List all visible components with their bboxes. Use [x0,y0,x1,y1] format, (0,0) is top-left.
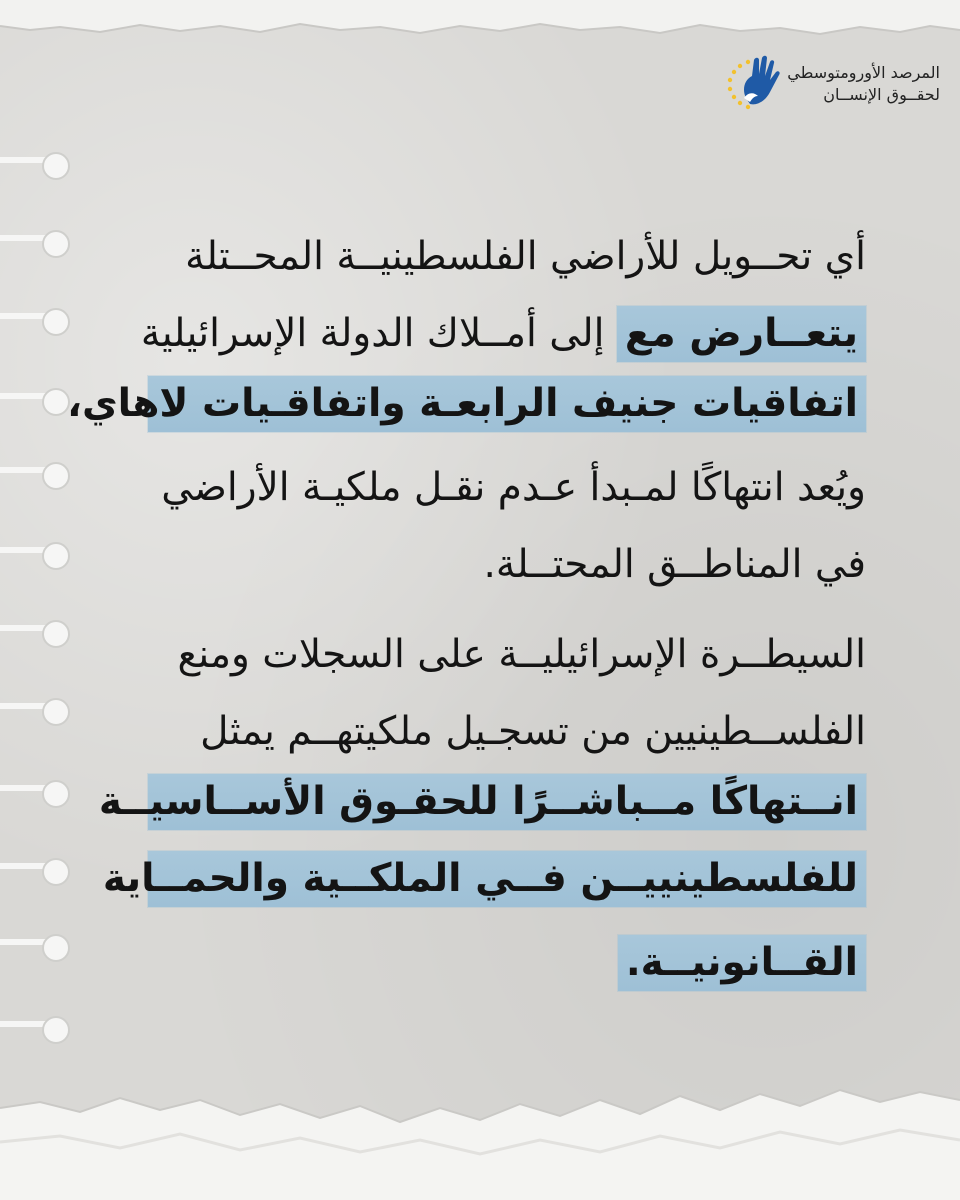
p1-highlight-1: يتعــارض مع [617,306,866,362]
ring-7 [0,621,69,647]
ring-8 [0,699,69,725]
p2-highlight-3: القــانونيــة. [618,935,866,991]
p2-line-2: الفلســطينيين من تسجـيل ملكيتهــم يمثل [200,709,866,754]
paragraph-2 [98,620,866,1005]
p1-line-2 [140,299,866,376]
org-name-line2: لحقــوق الإنســان [823,85,940,104]
ring-5 [0,463,69,489]
p2-highlight-1: انــتهاكًا مــباشــرًا للحقـوق الأســاسيــة [148,774,866,830]
binder-rings [0,0,90,1200]
ring-6 [0,543,69,569]
torn-bottom-edge [0,1060,960,1200]
hand-dove-icon [724,52,788,116]
org-name-line1: المرصد الأورومتوسطي [787,63,940,82]
paragraph-1 [67,222,866,607]
ring-9 [0,781,69,807]
p2-line-1: السيطــرة الإسرائيليــة على السجلات ومنع [177,632,866,677]
p1-line-4: ويُعد انتهاكًا لمـبدأ عـدم نقـل ملكيـة الأراضي [161,465,866,510]
p2-line-4 [102,851,866,928]
ring-3 [0,309,69,335]
p2-line-5 [148,928,866,1005]
p1-line-3 [67,376,866,453]
p1-line-5: في المناطــق المحتــلة. [483,542,866,587]
ring-1 [0,153,69,179]
ring-11 [0,935,69,961]
p1-highlight-2: اتفاقيات جنيف الرابعـة واتفاقـيات لاهاي، [148,376,866,432]
p2-line-3 [98,774,866,851]
p1-line-1: أي تحــويل للأراضي الفلسطينيــة المحــتلة [185,234,866,279]
ring-2 [0,231,69,257]
p1-line-2-text: إلى أمــلاك الدولة الإسرائيلية [140,311,605,356]
ring-12 [0,1017,69,1043]
org-logo [700,52,940,116]
torn-top-edge [0,0,960,60]
ring-10 [0,859,69,885]
ring-4 [0,389,69,415]
p2-highlight-2: للفلسطينييــن فــي الملكــية والحمــاية [148,851,866,907]
